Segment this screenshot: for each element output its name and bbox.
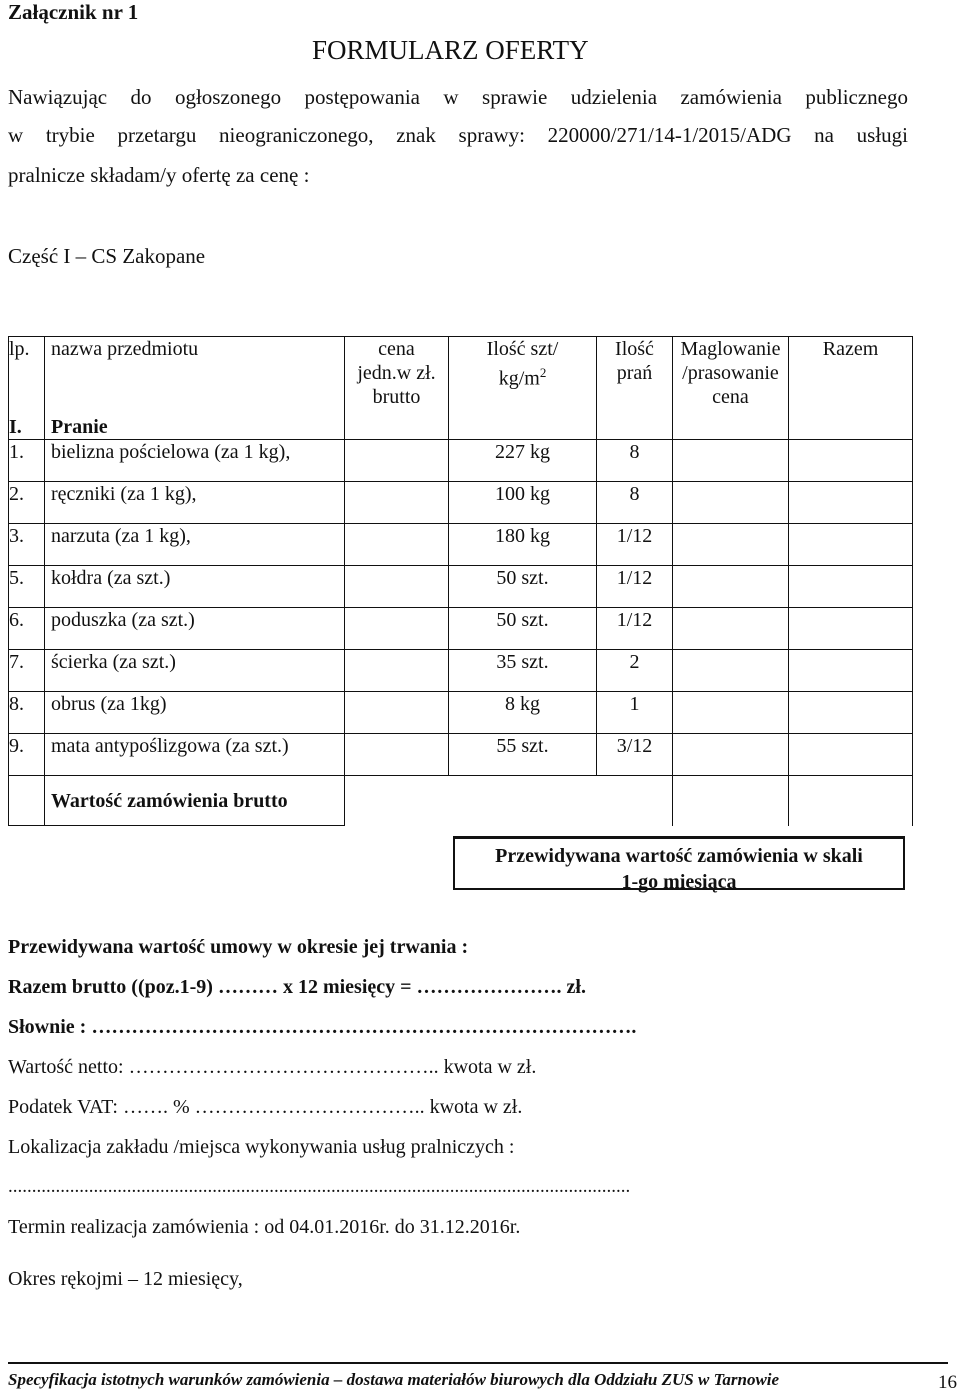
total-row-washes: [597, 776, 673, 826]
row-price: [345, 482, 449, 524]
header-washes-l2: prań: [616, 362, 653, 384]
section-name: Pranie: [51, 416, 108, 438]
row-lp: 2.: [9, 482, 45, 524]
monthly-value-box: [453, 836, 905, 893]
row-mangle: [673, 566, 789, 608]
row-washes: 8: [597, 482, 673, 524]
row-washes: 2: [597, 650, 673, 692]
table-row: [9, 692, 913, 734]
amount-in-words-line: Słownie : ……………………………………………………………………….: [8, 1016, 637, 1038]
net-value-line: Wartość netto: ……………………………………….. kwota w zł.: [8, 1056, 537, 1078]
header-qty-sup: 2: [539, 365, 547, 380]
row-washes: 1/12: [597, 524, 673, 566]
row-price: [345, 650, 449, 692]
vat-line: Podatek VAT: ……. % …………………………….. kwota w zł.: [8, 1096, 523, 1118]
total-row-price: [345, 776, 449, 826]
row-total: [789, 734, 913, 776]
table-header-row: [9, 337, 913, 440]
header-washes-l1: Ilość: [615, 338, 654, 360]
row-mangle: [673, 440, 789, 482]
row-name: ścierka (za szt.): [45, 650, 345, 692]
row-total: [789, 524, 913, 566]
row-mangle: [673, 692, 789, 734]
row-qty: 180 kg: [449, 524, 597, 566]
contract-value-heading: Przewidywana wartość umowy w okresie jej trwania :: [8, 936, 469, 958]
row-price: [345, 692, 449, 734]
gross-total-line: Razem brutto ((poz.1-9) ……… x 12 miesięcy = …………………. zł.: [8, 976, 586, 998]
row-mangle: [673, 608, 789, 650]
total-row-qty: [449, 776, 597, 826]
monthly-value-line-2: 1-go miesiąca: [621, 871, 737, 893]
header-price-l2: jedn.w zł.: [357, 362, 436, 384]
row-name: kołdra (za szt.): [45, 566, 345, 608]
header-name-label: nazwa przedmiotu: [51, 338, 199, 360]
header-mangle-l1: Maglowanie: [680, 338, 781, 360]
header-price-l3: brutto: [372, 386, 421, 408]
row-total: [789, 650, 913, 692]
row-name: narzuta (za 1 kg),: [45, 524, 345, 566]
row-qty: 55 szt.: [449, 734, 597, 776]
row-price: [345, 608, 449, 650]
monthly-value-line-1: Przewidywana wartość zamówienia w skali: [495, 845, 863, 867]
row-total: [789, 692, 913, 734]
header-mangle: [673, 337, 789, 440]
row-lp: 9.: [9, 734, 45, 776]
row-mangle: [673, 524, 789, 566]
total-row-lp: [9, 776, 45, 826]
row-mangle: [673, 482, 789, 524]
row-washes: 1/12: [597, 566, 673, 608]
header-qty-l2: kg/m: [498, 367, 540, 390]
part-heading: Część I – CS Zakopane: [8, 244, 206, 268]
location-dots-line: ...................................................................................................................................: [8, 1176, 631, 1197]
total-label: Wartość zamówienia brutto: [45, 776, 345, 826]
table-row: [9, 650, 913, 692]
row-total: [789, 608, 913, 650]
page-title: FORMULARZ OFERTY: [312, 35, 589, 65]
total-row: [9, 776, 913, 826]
header-total: [789, 337, 913, 440]
table-row: [9, 608, 913, 650]
header-mangle-l2: /prasowanie: [682, 362, 779, 384]
row-washes: 1: [597, 692, 673, 734]
total-row-total: [789, 776, 913, 826]
row-name: obrus (za 1kg): [45, 692, 345, 734]
row-mangle: [673, 650, 789, 692]
row-lp: 5.: [9, 566, 45, 608]
header-total-label: Razem: [822, 338, 879, 360]
row-lp: 1.: [9, 440, 45, 482]
row-price: [345, 734, 449, 776]
header-qty-l1: Ilość szt/: [486, 338, 559, 360]
row-washes: 1/12: [597, 608, 673, 650]
header-mangle-l3: cena: [712, 386, 749, 408]
footer-text: Specyfikacja istotnych warunków zamówienia – dostawa materiałów biurowych dla Oddziału ZUS w Tarnowie: [8, 1370, 780, 1389]
row-price: [345, 524, 449, 566]
warranty-line: Okres rękojmi – 12 miesięcy,: [8, 1268, 243, 1290]
intro-line-2: w trybie przetargu nieograniczonego, znak sprawy: 220000/271/14-1/2015/ADG na usługi: [8, 123, 908, 147]
header-qty: [449, 337, 597, 440]
header-price: [345, 337, 449, 440]
table-row: [9, 524, 913, 566]
term-line: Termin realizacja zamówienia : od 04.01.2016r. do 31.12.2016r.: [8, 1216, 521, 1238]
row-washes: 8: [597, 440, 673, 482]
header-lp: [9, 337, 45, 440]
row-lp: 8.: [9, 692, 45, 734]
header-name: [45, 337, 345, 440]
row-lp: 7.: [9, 650, 45, 692]
row-lp: 3.: [9, 524, 45, 566]
annex-label: Załącznik nr 1: [8, 0, 139, 24]
row-qty: 50 szt.: [449, 566, 597, 608]
header-washes: [597, 337, 673, 440]
table-row: [9, 482, 913, 524]
total-row-mangle: [673, 776, 789, 826]
intro-line-3: pralnicze składam/y ofertę za cenę :: [8, 163, 310, 187]
section-number: I.: [9, 416, 22, 438]
row-qty: 227 kg: [449, 440, 597, 482]
header-price-l1: cena: [378, 338, 415, 360]
table-row: [9, 734, 913, 776]
footer-divider: [8, 1362, 948, 1364]
row-name: mata antypoślizgowa (za szt.): [45, 734, 345, 776]
intro-line-1: Nawiązując do ogłoszonego postępowania w sprawie udzielenia zamówienia publicznego: [8, 85, 908, 109]
row-name: poduszka (za szt.): [45, 608, 345, 650]
row-name: ręczniki (za 1 kg),: [45, 482, 345, 524]
row-washes: 3/12: [597, 734, 673, 776]
location-line: Lokalizacja zakładu /miejsca wykonywania usług pralniczych :: [8, 1136, 515, 1158]
row-total: [789, 482, 913, 524]
row-qty: 50 szt.: [449, 608, 597, 650]
row-total: [789, 566, 913, 608]
page-number: 16: [938, 1372, 957, 1393]
row-price: [345, 440, 449, 482]
row-qty: 35 szt.: [449, 650, 597, 692]
row-price: [345, 566, 449, 608]
row-total: [789, 440, 913, 482]
row-qty: 100 kg: [449, 482, 597, 524]
table-row: [9, 566, 913, 608]
offer-table: [8, 336, 913, 826]
header-lp-label: lp.: [9, 338, 30, 360]
row-qty: 8 kg: [449, 692, 597, 734]
row-name: bielizna pościelowa (za 1 kg),: [45, 440, 345, 482]
row-lp: 6.: [9, 608, 45, 650]
row-mangle: [673, 734, 789, 776]
table-row: [9, 440, 913, 482]
